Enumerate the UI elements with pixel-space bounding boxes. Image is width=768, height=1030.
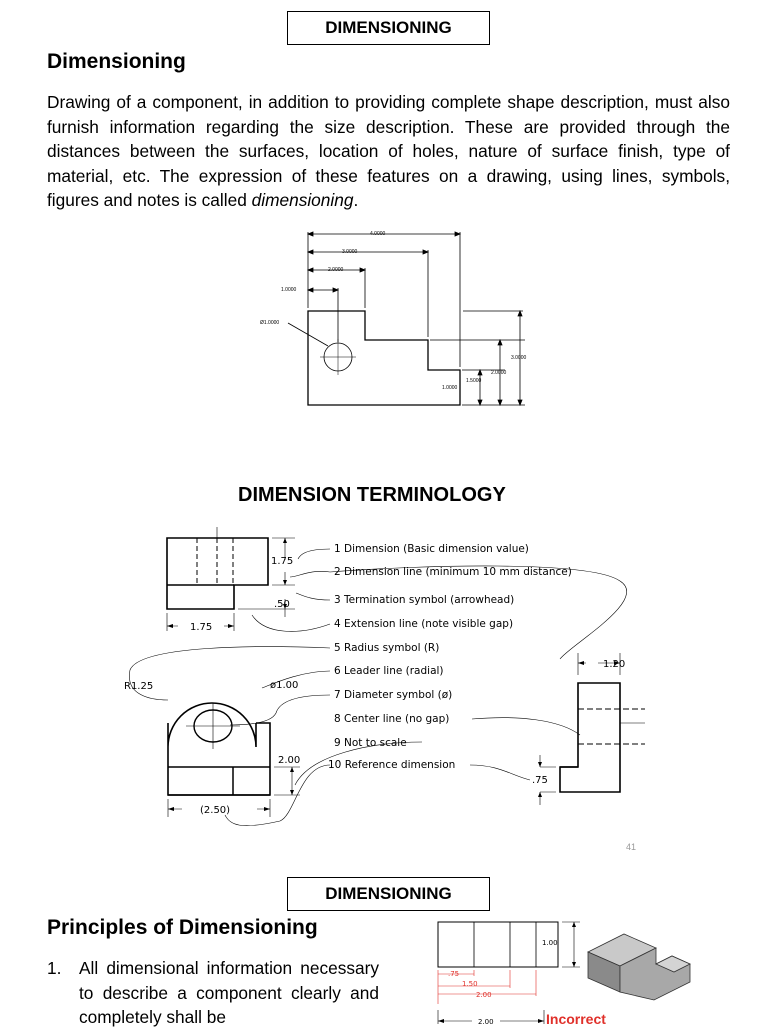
label-75: .75 bbox=[532, 775, 548, 786]
term-item: 1 Dimension (Basic dimension value) bbox=[334, 543, 529, 555]
dim-1: 1.0000 bbox=[281, 287, 297, 293]
dim-v3: 3.0000 bbox=[511, 355, 527, 361]
list-number: 1. bbox=[47, 958, 62, 978]
dim-2: 2.0000 bbox=[328, 267, 344, 273]
dim-v1: 1.0000 bbox=[442, 385, 458, 391]
term-item: 2 Dimension line (minimum 10 mm distance) bbox=[334, 566, 572, 578]
fig3-dim-100: 1.00 bbox=[542, 939, 558, 947]
label-d100: ø1.00 bbox=[270, 680, 299, 691]
dim-4: 4.0000 bbox=[370, 231, 386, 237]
principle-example-figure bbox=[428, 912, 703, 1024]
label-50: .50 bbox=[274, 599, 290, 610]
term-item: 10 Reference dimension bbox=[328, 759, 456, 771]
fig3-dim-200-red: 2.00 bbox=[476, 991, 492, 999]
dim-v2: 2.0000 bbox=[491, 370, 507, 376]
page-number: 41 bbox=[626, 842, 637, 852]
list-item-text: All dimensional information necessary to describe a component clearly and completely shall be bbox=[79, 958, 379, 1028]
term-item: 3 Termination symbol (arrowhead) bbox=[334, 594, 515, 606]
principles-heading: Principles of Dimensioning bbox=[47, 916, 318, 939]
term-item: 9 Not to scale bbox=[334, 737, 407, 749]
label-200: 2.00 bbox=[278, 755, 301, 766]
page2-title-box: DIMENSIONING bbox=[287, 877, 490, 911]
paragraph-emphasis: dimensioning bbox=[251, 190, 354, 211]
incorrect-label: Incorrect bbox=[546, 1011, 606, 1024]
dim-diameter: Ø1.0000 bbox=[260, 320, 280, 326]
label-175-v: 1.75 bbox=[271, 556, 294, 567]
paragraph-end: . bbox=[353, 190, 359, 211]
page-title-box: DIMENSIONING bbox=[287, 11, 490, 45]
terms-list bbox=[328, 543, 572, 771]
term-item: 8 Center line (no gap) bbox=[334, 713, 450, 725]
fig3-dim-150: 1.50 bbox=[462, 980, 478, 988]
term-item: 6 Leader line (radial) bbox=[334, 665, 444, 677]
dim-v15: 1.5000 bbox=[466, 378, 482, 384]
label-250: (2.50) bbox=[200, 805, 231, 816]
fig3-dim-200-black: 2.00 bbox=[478, 1018, 494, 1024]
intro-paragraph bbox=[47, 90, 730, 213]
label-120: 1.20 bbox=[603, 659, 626, 670]
terminology-title: DIMENSION TERMINOLOGY bbox=[238, 484, 506, 506]
term-item: 4 Extension line (note visible gap) bbox=[334, 618, 514, 630]
label-175-h: 1.75 bbox=[190, 622, 213, 633]
label-r125: R1.25 bbox=[124, 681, 154, 692]
term-item: 5 Radius symbol (R) bbox=[334, 642, 440, 654]
paragraph-text: Drawing of a component, in addition to providing complete shape description, must also furnish information regarding the size description. These are provided through the distances between the surfaces, location of holes, nature of surface finish, type of material, etc. The expression of these features on a drawing, using lines, symbols, figures and notes is called bbox=[47, 92, 730, 211]
dim-3: 3.0000 bbox=[342, 249, 358, 255]
principles-list bbox=[47, 956, 379, 1030]
dimension-terminology-figure bbox=[120, 525, 655, 830]
dimensioned-part-figure bbox=[250, 222, 540, 412]
term-item: 7 Diameter symbol (ø) bbox=[334, 689, 453, 701]
section-heading: Dimensioning bbox=[47, 50, 186, 73]
fig3-dim-75: .75 bbox=[448, 970, 460, 978]
